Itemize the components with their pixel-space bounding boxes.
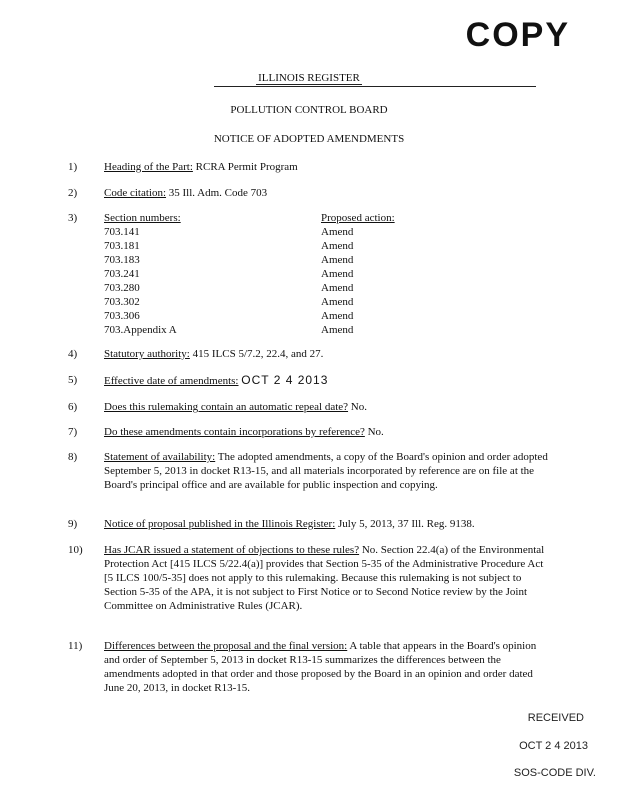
table-row: [104, 225, 524, 239]
proposed-action: Amend: [321, 282, 354, 294]
section-number: 703.306: [104, 310, 140, 322]
section-number: 703.181: [104, 240, 140, 252]
item-text: No.: [367, 426, 384, 438]
item-number: 2): [68, 187, 78, 199]
proposed-action: Amend: [321, 240, 354, 252]
item-text: 35 Ill. Adm. Code 703: [168, 187, 268, 199]
received-stamp-division: SOS-CODE DIV.: [513, 767, 596, 779]
register-heading: ILLINOIS REGISTER: [258, 72, 360, 84]
section-number: 703.241: [104, 268, 140, 280]
table-row: [104, 323, 524, 337]
table-row: [104, 239, 524, 253]
item-text: 415 ILCS 5/7.2, 22.4, and 27.: [192, 348, 324, 360]
item-number: 5): [68, 374, 78, 386]
item-number: 8): [68, 451, 78, 463]
proposed-action: Amend: [321, 254, 354, 266]
proposed-action: Amend: [321, 268, 354, 280]
received-stamp-label: RECEIVED: [527, 712, 584, 724]
item-label: Statutory authority:: [104, 348, 190, 360]
item-label: Has JCAR issued a statement of objections to these rules?: [104, 544, 360, 556]
item-label: Statement of availability:: [104, 451, 216, 463]
item-number: 4): [68, 348, 78, 360]
table-row: [104, 309, 524, 323]
item-label: Effective date of amendments:: [104, 375, 239, 387]
item-text: July 5, 2013, 37 Ill. Reg. 9138.: [338, 518, 475, 530]
section-number: 703.302: [104, 296, 140, 308]
proposed-action: Amend: [321, 296, 354, 308]
item-label: Notice of proposal published in the Illinois Register:: [104, 518, 336, 530]
copy-stamp: COPY: [465, 16, 570, 54]
item-number: 1): [68, 161, 78, 173]
header-rule: [214, 86, 536, 87]
section-number: 703.183: [104, 254, 140, 266]
item-label: Heading of the Part:: [104, 161, 193, 173]
item-label: Differences between the proposal and the final version:: [104, 640, 348, 652]
section-table: [104, 211, 524, 337]
proposed-action: Amend: [321, 324, 354, 336]
section-table-header: [104, 211, 524, 225]
notice-heading: NOTICE OF ADOPTED AMENDMENTS: [213, 133, 405, 145]
item-number: 10): [68, 544, 83, 556]
item-number: 6): [68, 401, 78, 413]
section-number: 703.Appendix A: [104, 324, 177, 336]
proposed-action: Amend: [321, 310, 354, 322]
item-text: The adopted amendments, a copy of the Board's opinion and order adopted September 5, 2013 in docket R13-15, and all materials incorporated by reference are on file at the Board's principal office and are available for public inspection and copying.: [104, 451, 548, 491]
proposed-action-header: Proposed action:: [321, 212, 395, 224]
table-row: [104, 295, 524, 309]
item-number: 11): [68, 640, 83, 652]
item-text: RCRA Permit Program: [195, 161, 298, 173]
item-label: Does this rulemaking contain an automatic repeal date?: [104, 401, 349, 413]
proposed-action: Amend: [321, 226, 354, 238]
item-text: A table that appears in the Board's opinion and order of September 5, 2013 in docket R13-15 summarizes the differences between the amendments adopted in that order and those proposed by the Board in an opinion and order dated June 20, 2013, in docket R13-15.: [104, 640, 537, 694]
effective-date-stamp: OCT 2 4 2013: [241, 373, 329, 387]
table-row: [104, 281, 524, 295]
item-text: No.: [350, 401, 367, 413]
item-label: Code citation:: [104, 187, 167, 199]
section-number: 703.280: [104, 282, 140, 294]
item-number: 3): [68, 212, 78, 224]
item-number: 9): [68, 518, 78, 530]
received-stamp-date: OCT 2 4 2013: [519, 740, 588, 752]
table-row: [104, 253, 524, 267]
item-number: 7): [68, 426, 78, 438]
item-label: Do these amendments contain incorporations by reference?: [104, 426, 365, 438]
board-heading: POLLUTION CONTROL BOARD: [230, 104, 388, 116]
section-numbers-header: Section numbers:: [104, 212, 181, 224]
section-number: 703.141: [104, 226, 140, 238]
table-row: [104, 267, 524, 281]
item-text: No. Section 22.4(a) of the Environmental Protection Act [415 ILCS 5/22.4(a)] provides that Section 5-35 of the Administrative Procedure Act [5 ILCS 100/5-35] does not apply to this rulemaking. Because this rulemaking is not subject to Section 5-35 of the APA, it is not subject to First Notice or to Second Notice review by the Joint Committee on Administrative Rules (JCAR).: [104, 544, 545, 612]
